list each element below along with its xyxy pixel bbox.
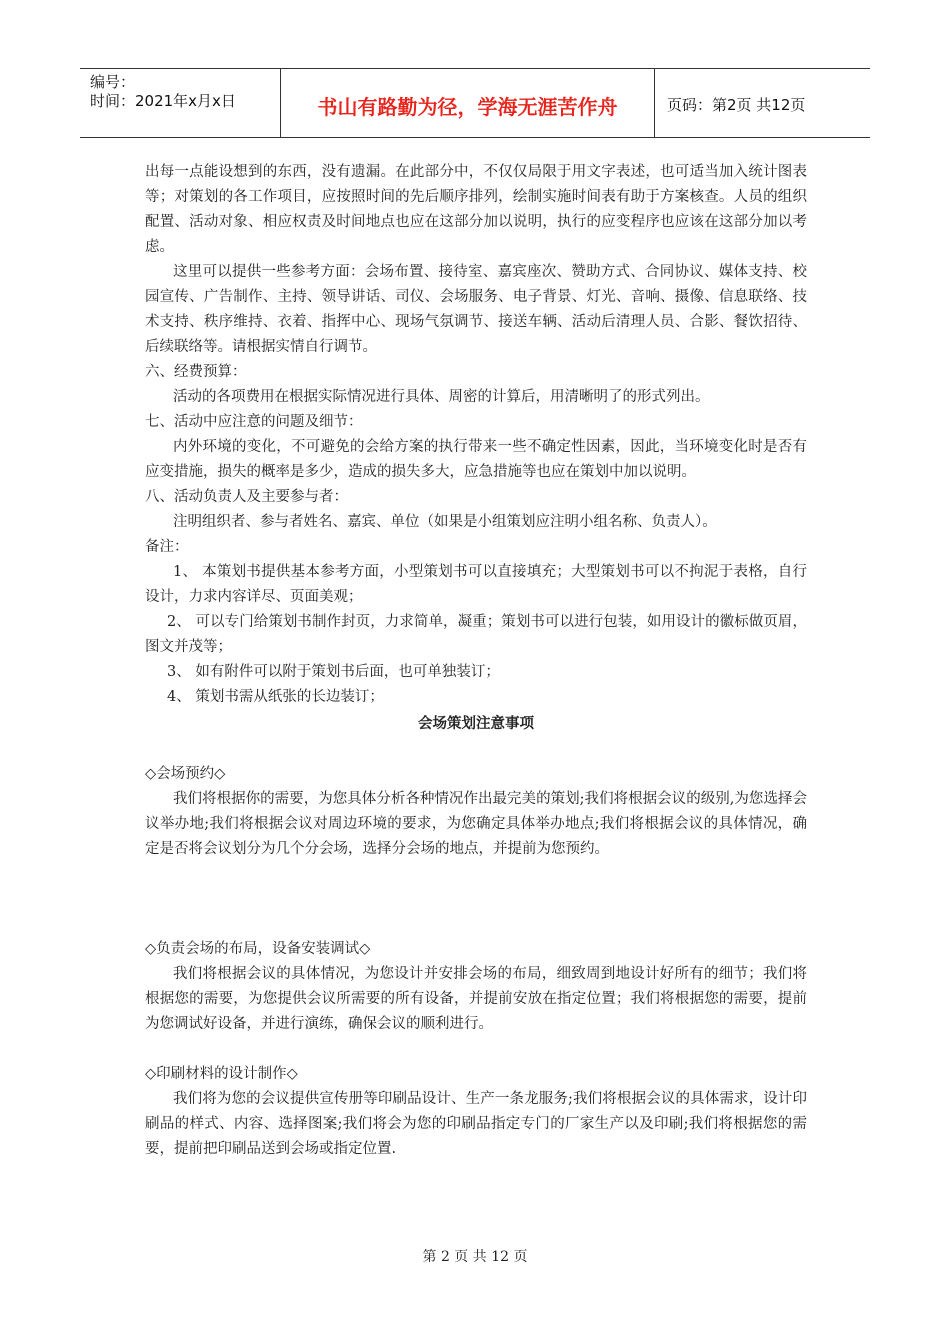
paragraph-people: 注明组织者、参与者姓名、嘉宾、单位（如果是小组策划应注明小组名称、负责人）。 [173,514,717,530]
header-motto-cell [281,69,655,137]
heading-people: 八、活动负责人及主要参与者： [145,489,348,505]
time-label: 时间：2021年x月x日 [90,92,236,110]
heading-issues: 七、活动中应注意的问题及细节： [145,414,363,430]
notes-label: 备注： [145,539,189,555]
section-2-title: ◇负责会场的布局，设备安装调试◇ [145,941,371,957]
paragraph-budget: 活动的各项费用在根据实际情况进行具体、周密的计算后，用清晰明了的形式列出。 [173,389,710,405]
paragraph-2: 这里可以提供一些参考方面：会场布置、接待室、嘉宾座次、赞助方式、合同协议、媒体支持、校园宣传、广告制作、主持、领导讲话、司仪、会场服务、电子背景、灯光、音响、摄像、信息联络、技术支持、秩序维持、衣着、指挥中心、现场气氛调节、接送车辆、活动后清理人员、合影、餐饮招待、后续联络等。请根据实情自行调节。 [145,264,807,355]
note-1: 1、 本策划书提供基本参考方面，小型策划书可以直接填充；大型策划书可以不拘泥于表格，自行设计，力求内容详尽、页面美观； [145,564,807,605]
section-1-body: 我们将根据你的需要，为您具体分析各种情况作出最完美的策划;我们将根据会议的级别,为您选择会议举办地;我们将根据会议对周边环境的要求，为您确定具体举办地点;我们将根据会议的具体情况，确定是否将会议划分为几个分会场，选择分会场的地点，并提前为您预约。 [145,791,807,857]
section-2-body: 我们将根据会议的具体情况，为您设计并安排会场的布局，细致周到地设计好所有的细节；我们将根据您的需要，为您提供会议所需要的所有设备，并提前安放在指定位置；我们将根据您的需要，提前为您调试好设备，并进行演练，确保会议的顺利进行。 [145,966,807,1032]
paragraph-1: 出每一点能设想到的东西，没有遗漏。在此部分中，不仅仅局限于用文字表述，也可适当加入统计图表等；对策划的各工作项目，应按照时间的先后顺序排列，绘制实施时间表有助于方案核查。人员的组织配置、活动对象、相应权责及时间地点也应在这部分加以说明，执行的应变程序也应该在这部分加以考虑。 [145,164,807,255]
document-body [145,160,807,1162]
heading-budget: 六、经费预算： [145,364,247,380]
note-4: 4、 策划书需从纸张的长边装订； [167,689,384,705]
page-info: 页码：第2页 共12页 [667,96,806,114]
paragraph-issues: 内外环境的变化，不可避免的会给方案的执行带来一些不确定性因素，因此，当环境变化时是否有应变措施，损失的概率是多少，造成的损失多大，应急措施等也应在策划中加以说明。 [145,439,807,480]
section-3-title: ◇印刷材料的设计制作◇ [145,1066,298,1082]
number-label: 编号： [90,73,136,91]
header-meta-cell [80,69,281,137]
note-3: 3、 如有附件可以附于策划书后面，也可单独装订； [167,664,500,680]
motto-text: 书山有路勤为径，学海无涯苦作舟 [317,95,618,119]
page-footer: 第 2 页 共 12 页 [422,1249,528,1265]
section-1-title: ◇会场预约◇ [145,766,226,782]
note-2: 2、 可以专门给策划书制作封页，力求简单，凝重；策划书可以进行包装，如用设计的徽标做页眉，图文并茂等； [145,614,807,655]
header-page-cell [655,69,870,137]
page-header [80,68,870,138]
section-title: 会场策划注意事项 [418,716,534,732]
section-3-body: 我们将为您的会议提供宣传册等印刷品设计、生产一条龙服务;我们将根据会议的具体需求，设计印刷品的样式、内容、选择图案;我们将会为您的印刷品指定专门的厂家生产以及印刷;我们将根据您的需要，提前把印刷品送到会场或指定位置. [145,1091,807,1157]
